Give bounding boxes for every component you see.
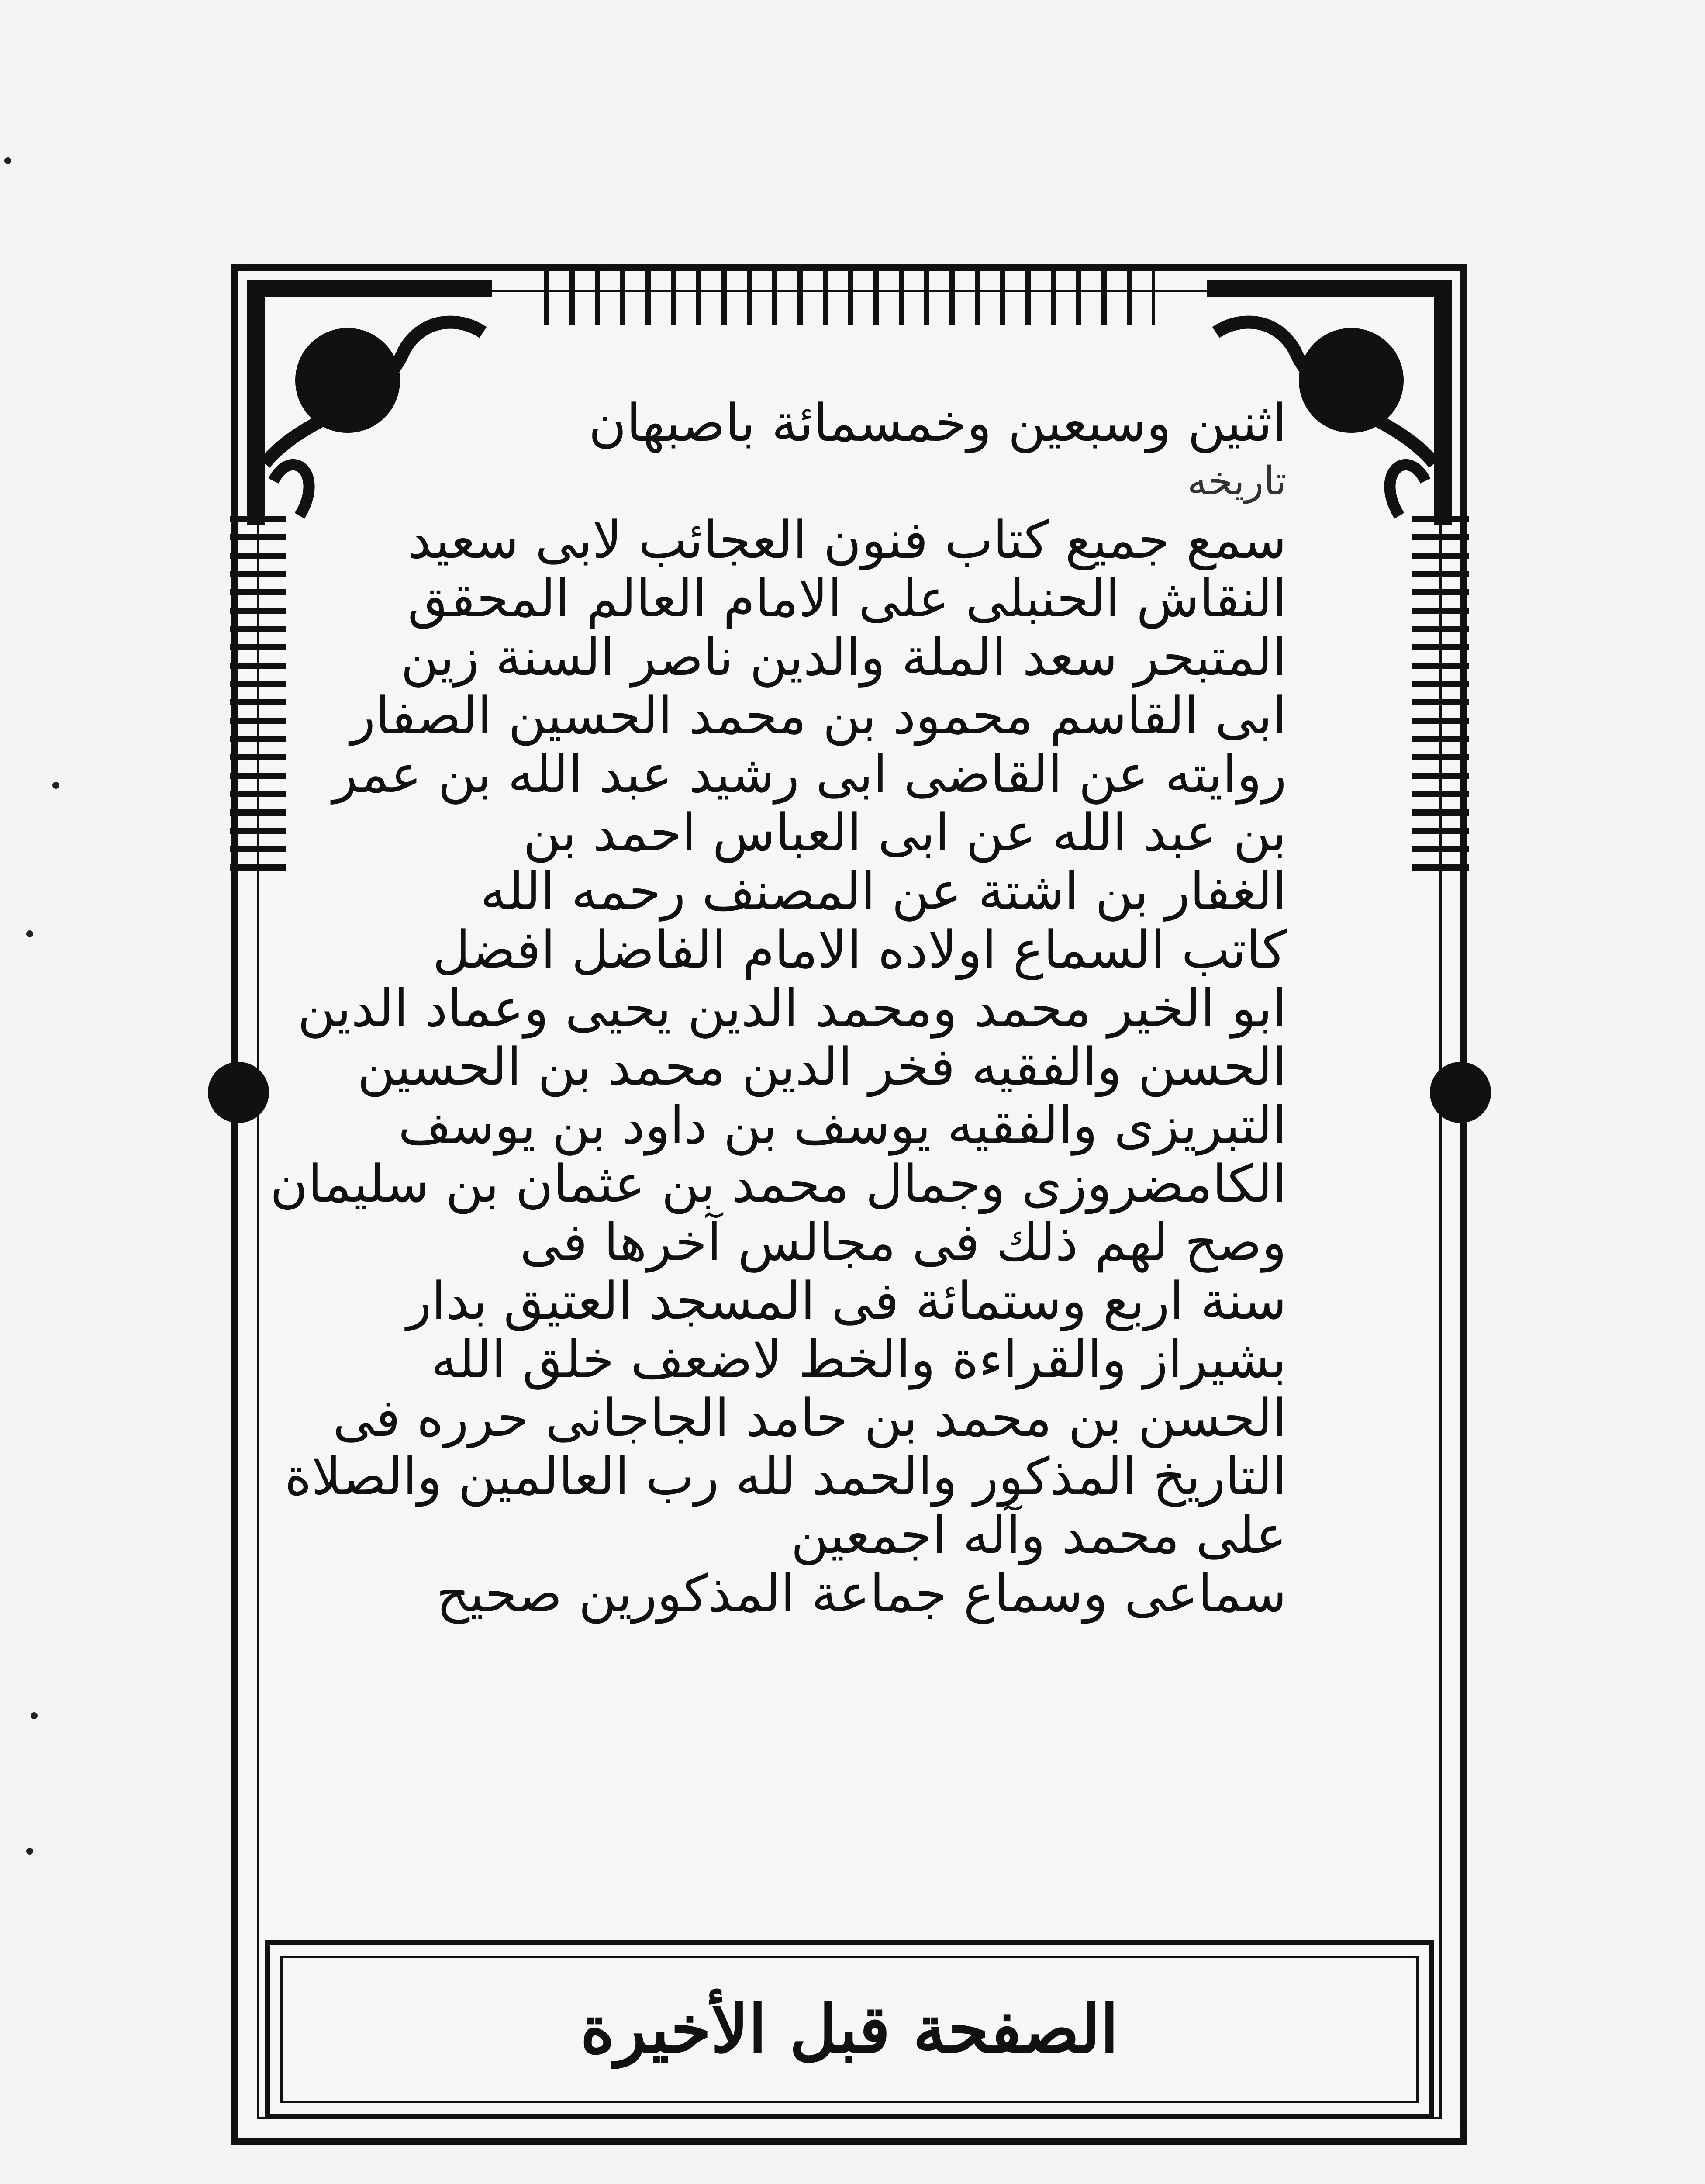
caption-box [265,1940,1434,2119]
manuscript-line: ابى القاسم محمود بن محمد الحسين الصفار [350,685,1287,746]
left-side-strip [230,516,286,874]
manuscript-line: وصح لهم ذلك فى مجالس آخرها فى [520,1212,1287,1272]
scan-speck [31,1712,38,1719]
manuscript-line: المتبحر سعد الملة والدين ناصر السنة زين [400,627,1287,687]
top-ornament-bar [544,269,1155,325]
manuscript-line: سماعى وسماع جماعة المذكورين صحيح [436,1563,1287,1624]
scan-speck [26,930,33,937]
manuscript-line: روايته عن القاضى ابى رشيد عبد الله بن عمر [332,744,1287,804]
caption-text: الصفحة قبل الأخيرة [580,1991,1119,2068]
manuscript-line: الحسن بن محمد بن حامد الجاجانى حرره فى [332,1388,1287,1448]
manuscript-line: على محمد وآله اجمعين [790,1505,1287,1565]
scan-speck [4,157,11,164]
manuscript-line: سمع جميع كتاب فنون العجائب لابى سعيد [408,510,1287,570]
corner-ornament-left [247,280,492,525]
scan-speck [52,782,59,789]
manuscript-line: الحسن والفقيه فخر الدين محمد بن الحسين [357,1037,1287,1097]
manuscript-line: اثنين وسبعين وخمسمائة باصبهان [588,393,1287,453]
ornamental-frame [231,264,1467,2145]
scan-speck [26,1848,33,1855]
manuscript-line: النقاش الحنبلى على الامام العالم المحقق [407,568,1287,629]
manuscript-text [270,393,1287,1624]
right-side-strip [1412,516,1469,874]
manuscript-line: التاريخ المذكور والحمد لله رب العالمين والصلاة [284,1446,1287,1507]
manuscript-line: ابو الخير محمد ومحمد الدين يحيى وعماد الدين [297,978,1287,1038]
manuscript-line: التبريزى والفقيه يوسف بن داود بن يوسف [398,1095,1287,1155]
manuscript-line: تاريخه [1187,458,1287,504]
right-knob-ornament [1430,1062,1491,1123]
left-knob-ornament [208,1062,269,1123]
manuscript-line: الغفار بن اشتة عن المصنف رحمه الله [480,861,1287,921]
manuscript-line: بشيراز والقراءة والخط لاضعف خلق الله [431,1329,1287,1389]
manuscript-line: بن عبد الله عن ابى العباس احمد بن [523,802,1287,863]
manuscript-line: الكامضروزى وجمال محمد بن عثمان بن سليمان [270,1154,1287,1214]
manuscript-line: سنة اربع وستمائة فى المسجد العتيق بدار [407,1271,1287,1331]
manuscript-line: كاتب السماع اولاده الامام الفاضل افضل [432,919,1287,980]
